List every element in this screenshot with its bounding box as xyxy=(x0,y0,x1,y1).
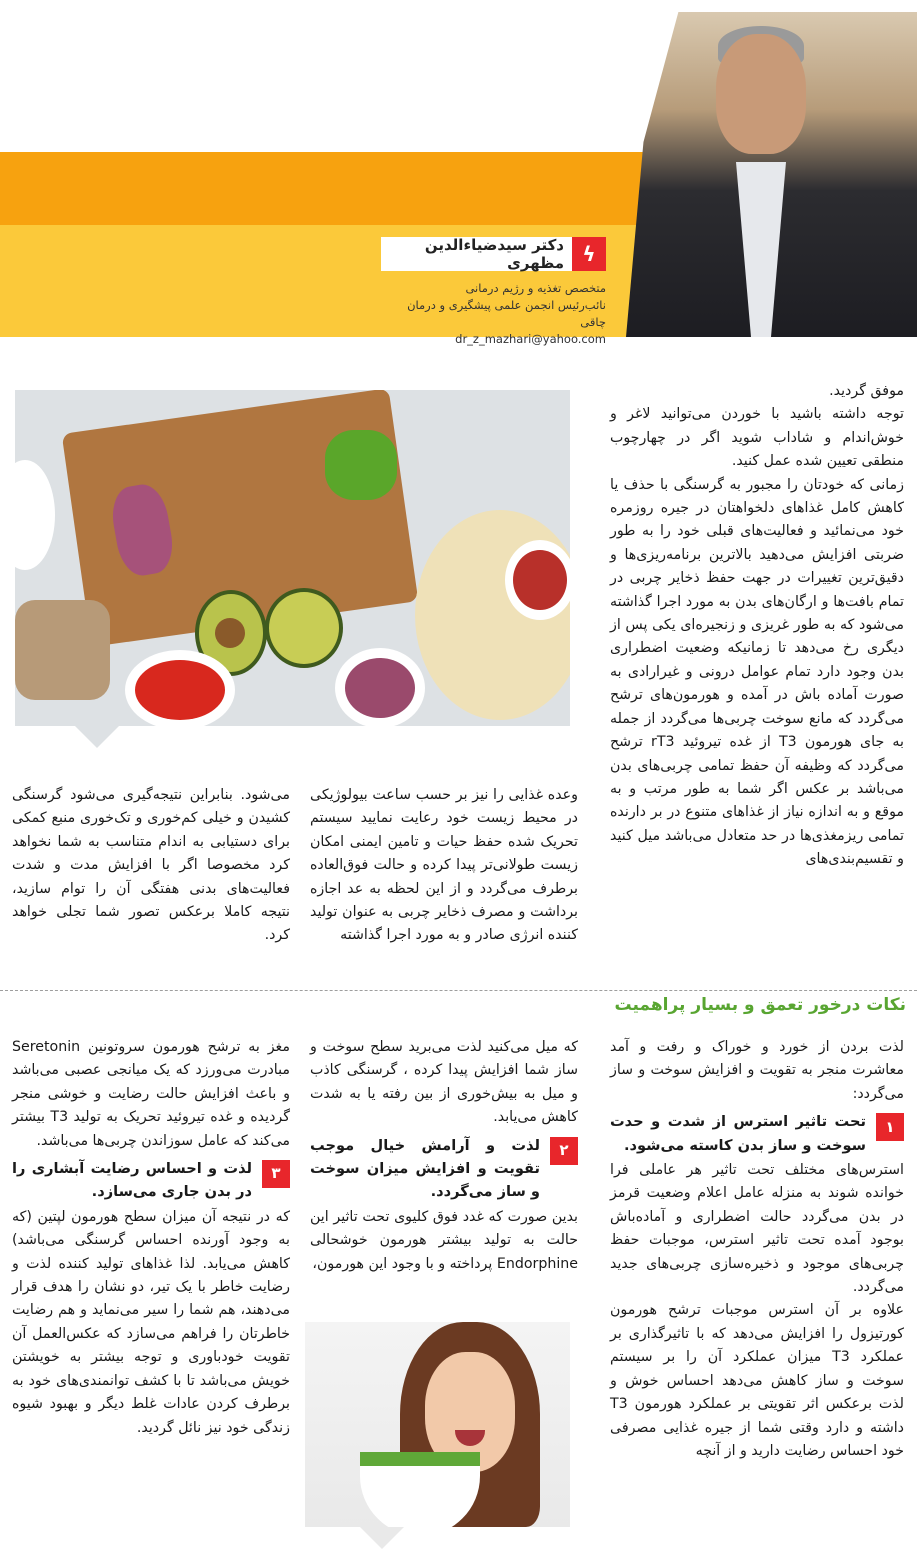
paragraph: که در نتیجه آن میزان سطح هورمون لپتین (که به وجود آورنده احساس گرسنگی می‌باشد) کاهش می‌یابد. لذا غذاهای تولید کننده لذت و رضایت خاطر با یک تیر، دو نشان را هدف قرار می‌دهند، هم شما را سیر می‌نماید و هم رضایت خاطرتان را فراهم می‌سازد که عکس‌العمل آن تقویت خودباوری و توجه بیشتر به خویشتن خویش می‌باشد تا با کشف توانمندی‌های خود به برطرف کردن عادات غلط دیگر و بهبود شیوه زندگی خود نیز نائل گردید. xyxy=(12,1208,290,1436)
section-title: نکات درخور تعمق و بسیار پراهمیت xyxy=(614,995,906,1015)
column-right-bottom xyxy=(610,1036,904,1463)
heading-text: لذت و احساس رضایت آبشاری را در بدن جاری می‌سازد. xyxy=(12,1160,252,1201)
food-photo xyxy=(15,390,570,726)
numbered-heading-2 xyxy=(310,1134,578,1204)
photo-pointer xyxy=(75,726,119,748)
paragraph: وعده غذایی را نیز بر حسب ساعت بیولوژیکی در محیط زیست خود رعایت نمایید سیستم تحریک شده حفظ حیات و تامین ایمنی امکان زیست طولانی‌تر پیدا کرده و حالت فوق‌العاده برطرف می‌گردد و از این لحظه به عد اجازه برداشت و مصرف ذخایر چربی به عنوان تولید کننده انرژی صادر و به مورد اجرا گذاشته xyxy=(310,787,578,944)
paragraph: لذت بردن از خورد و خوراک و رفت و آمد معاشرت منجر به تقویت و افزایش سوخت و ساز می‌گردد: xyxy=(610,1039,904,1102)
heading-text: تحت تاثیر استرس از شدت و حدت سوخت و ساز بدن کاسته می‌شود. xyxy=(610,1113,866,1154)
paragraph: علاوه بر آن استرس موجبات ترشح هورمون کورتیزول را افزایش می‌دهد که با تاثیرگذاری بر عملکرد T3 میزان عملکرد آن را بر سیستم سوخت و ساز کاهش می‌دهد احساس خوش و لذت برعکس اثر تقویتی بر عملکرد هورمون T3 داشته و دارد وقتی شما از جیره غذایی مصرفی خود احساس رضایت دارید و از آنچه xyxy=(610,1302,905,1459)
author-email: dr_z_mazhari@yahoo.com xyxy=(455,332,606,346)
author-title: متخصص تغذیه و رژیم درمانی xyxy=(465,281,606,295)
author-affiliation: نائب‌رئیس انجمن علمی پیشگیری و درمان چاقی xyxy=(407,298,606,329)
lightning-icon: ϟ xyxy=(572,237,606,271)
paragraph: استرس‌های مختلف تحت تاثیر هر عاملی فرا خوانده شوند به منزله عامل اعلام وضعیت قرمز در بدن می‌گردد حالت اضطراری و آماده‌باش بوجود آمده تحت تاثیر استرس، موجبات حفظ چربی‌های موجود و ذخیره‌سازی چربی‌های جدید می‌گردد. xyxy=(610,1162,904,1296)
paragraph: زمانی که خودتان را مجبور به گرسنگی با حذف یا کاهش کامل غذاهای دلخواهتان در جیره روزمره خود می‌نمائید و فعالیت‌های قبلی خود را به طور ضربتی افزایش می‌دهید بالاترین برنامه‌ریزی‌ها و دقیق‌ترین تغییرات در جهت حفظ ذخایر چربی در تمام بافت‌ها و ارگان‌های بدن به مورد اجرا گذاشته می‌شود که به طور غریزی و زنجیره‌ای یکی پس از دیگری رخ می‌دهد تا زمانیکه وضعیت اضطراری بدن وجود دارد تمام عوامل درونی و غیرارادی به صورت آماده باش در آمده و هورمون‌های ترشح می‌گردد که مانع سوخت چربی‌ها می‌گردد از جمله به جای هورمون T3 از غده تیروئید rT3 ترشح می‌گردد که وظیفه آن حفظ تمامی چربی‌های بدن می‌باشد بر عکس اگر شما به طور مرتب و به موقع و به اندازه نیاز از غذاهای متنوع در بر دارنده تمامی ریزمغذی‌ها در حد متعادل می‌باشد میل کنید و تقسیم‌بندی‌های xyxy=(610,476,904,868)
paragraph: می‌شود. بنابراین نتیجه‌گیری می‌شود گرسنگی کشیدن و خیلی کم‌خوری و تک‌خوری منبع کمکی برای دستیابی به اندام متناسب به شما نخواهد کرد مخصوصا اگر با افزایش مدت و شدت فعالیت‌های بدنی هفتگی آن را توام سازید، نتیجه کاملا برعکس تصور شما تجلی خواهد کرد. xyxy=(12,787,290,944)
paragraph: مغز به ترشح هورمون سروتونین Seretonin مبادرت می‌ورزد که یک میانجی عصبی می‌باشد و باعث افزایش حالت رضایت و خوشی منجر گردیده و غده تیروئید تحریک به تولید T3 بیشتر می‌کند که عامل سوزاندن چربی‌ها می‌باشد. xyxy=(12,1039,290,1149)
author-name-box xyxy=(381,237,606,271)
number-badge: ۳ xyxy=(262,1160,290,1188)
column-middle-bottom xyxy=(310,1036,578,1276)
column-right-top xyxy=(610,380,904,872)
paragraph: موفق گردید. xyxy=(829,383,904,399)
section-divider xyxy=(0,990,917,991)
number-badge: ۲ xyxy=(550,1137,578,1165)
woman-eating-salad-photo xyxy=(305,1322,570,1527)
salad-bowl xyxy=(360,1452,480,1527)
numbered-heading-1 xyxy=(610,1110,904,1157)
column-left-top xyxy=(12,784,290,948)
paragraph: که میل می‌کنید لذت می‌برید سطح سوخت و ساز شما افزایش پیدا کرده ، گرسنگی کاذب و میل به بیش‌خوری از بین رفته یا به شدت کاهش می‌یابد. xyxy=(310,1039,578,1126)
numbered-heading-3 xyxy=(12,1157,290,1204)
author-name: دکتر سیدضیاءالدین مظهری xyxy=(424,236,564,272)
heading-text: لذت و آرامش خیال موجب تقویت و افزایش میزان سوخت و ساز می‌گردد. xyxy=(310,1136,540,1201)
number-badge: ۱ xyxy=(876,1113,904,1141)
column-middle-top xyxy=(310,784,578,948)
author-meta xyxy=(380,280,606,348)
photo-pointer xyxy=(360,1527,404,1549)
author-portrait xyxy=(626,12,917,337)
paragraph: توجه داشته باشید با خوردن می‌توانید لاغر و خوش‌اندام و شاداب شوید اگر در چهارچوب منطقی تعیین شده عمل کنید. xyxy=(610,406,904,470)
column-left-bottom xyxy=(12,1036,290,1440)
paragraph: بدین صورت که غدد فوق کلیوی تحت تاثیر این حالت به تولید بیشتر هورمون خوشحالی Endorphine پرداخته و با وجود این هورمون، xyxy=(310,1208,578,1272)
